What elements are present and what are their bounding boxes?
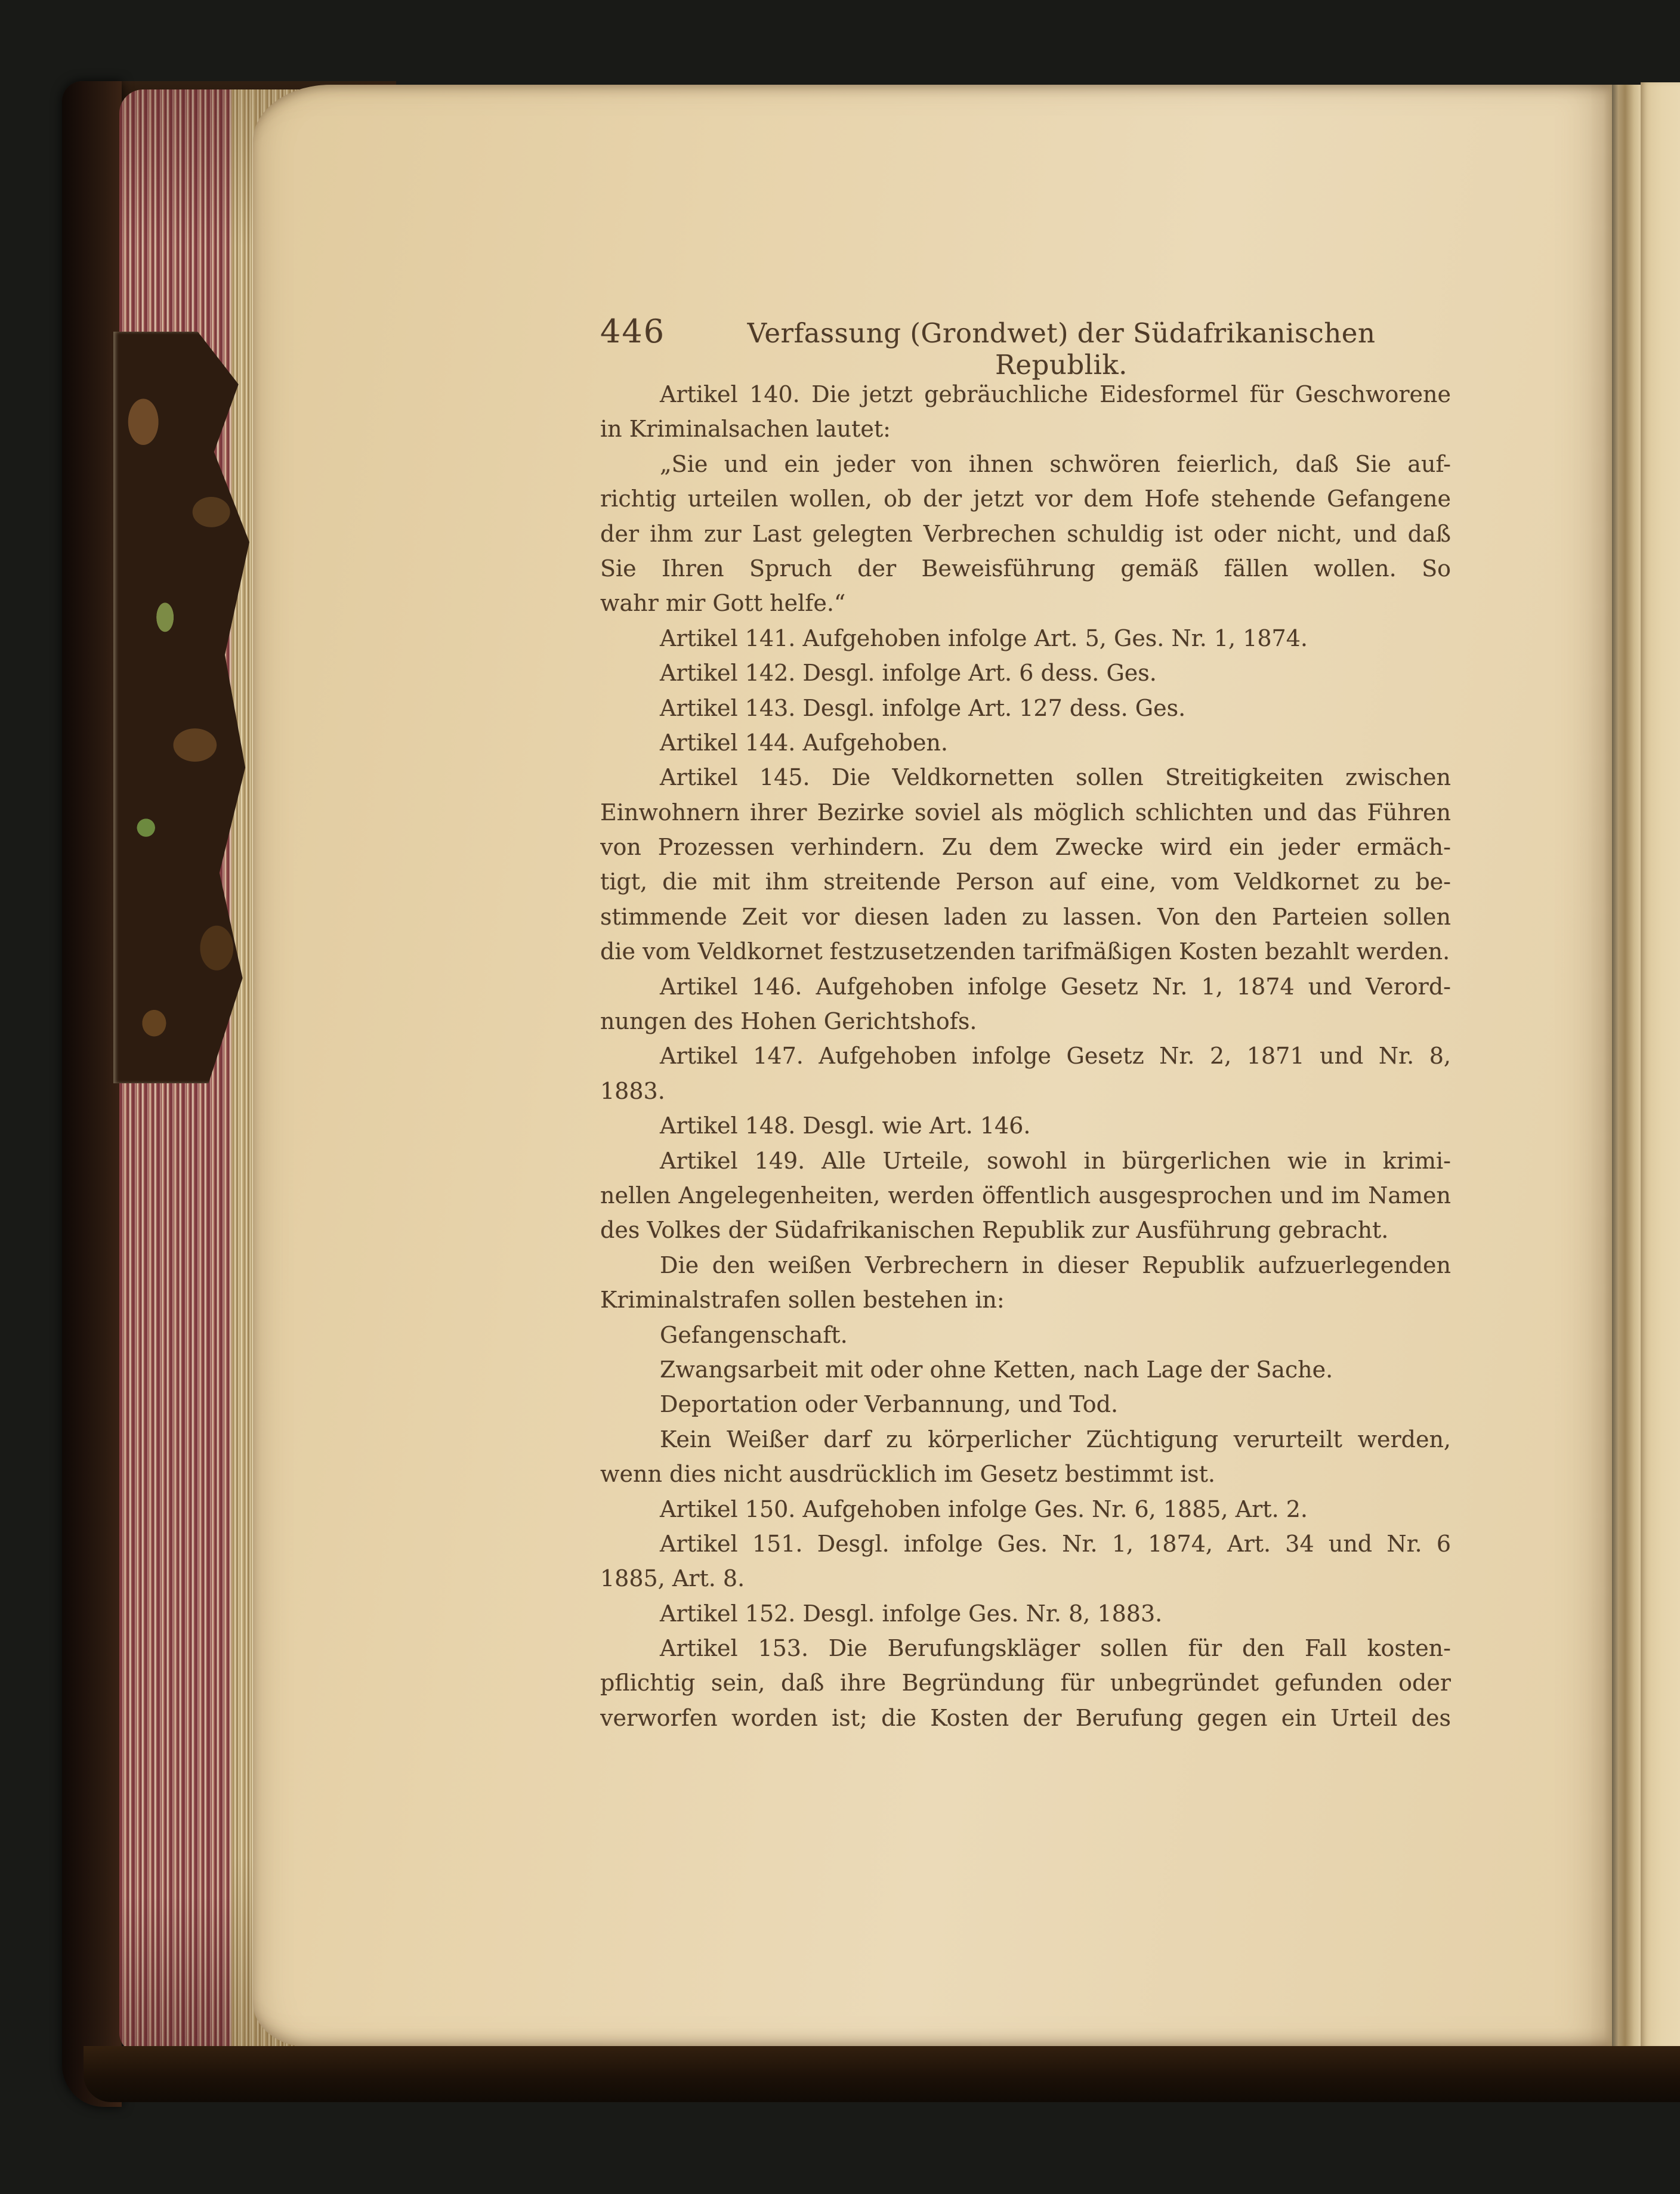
book-cover-spine <box>62 81 122 2107</box>
text-line: pflichtig sein, daß ihre Begründung für unbegründet gefunden oder <box>600 1670 1451 1697</box>
paragraph <box>600 1039 1451 1108</box>
paragraph <box>600 1248 1451 1318</box>
text-line: die vom Veldkornet festzusetzenden tarifmäßigen Kosten bezahlt werden. <box>600 938 1450 965</box>
text-line: 1883. <box>600 1077 665 1104</box>
text-line: Artikel 150. Aufgehoben infolge Ges. Nr. 6, 1885, Art. 2. <box>660 1495 1308 1522</box>
text-line: Artikel 149. Alle Urteile, sowohl in bürgerlichen wie in krimi- <box>660 1147 1451 1174</box>
text-line: Artikel 148. Desgl. wie Art. 146. <box>660 1113 1031 1139</box>
text-line: Die den weißen Verbrechern in dieser Republik aufzuerlegenden <box>660 1251 1451 1278</box>
text-line: Artikel 145. Die Veldkornetten sollen Streitigkeiten zwischen <box>660 764 1451 791</box>
text-line: Artikel 146. Aufgehoben infolge Gesetz Nr. 1, 1874 und Verord- <box>660 973 1451 1000</box>
paragraph <box>600 725 1451 760</box>
paragraph <box>600 1387 1451 1422</box>
paragraph <box>600 1108 1451 1143</box>
text-line: nungen des Hohen Gerichtshofs. <box>600 1008 977 1035</box>
text-line: der ihm zur Last gelegten Verbrechen schuldig ist oder nicht, und daß <box>600 520 1451 547</box>
text-line: verworfen worden ist; die Kosten der Berufung gegen ein Urteil des <box>600 1704 1451 1731</box>
paragraph <box>600 656 1451 690</box>
paragraph <box>600 691 1451 725</box>
paragraph <box>600 447 1451 621</box>
text-line: 1885, Art. 8. <box>600 1565 745 1592</box>
page-header <box>600 313 1451 381</box>
text-line: Artikel 151. Desgl. infolge Ges. Nr. 1, 1874, Art. 34 und Nr. 6 <box>660 1530 1451 1557</box>
text-line: Deportation oder Verbannung, und Tod. <box>660 1391 1119 1418</box>
text-line: Artikel 144. Aufgehoben. <box>660 729 948 756</box>
text-line: wahr mir Gott helfe.“ <box>600 590 846 617</box>
paragraph <box>600 1318 1451 1352</box>
paragraph <box>600 1144 1451 1248</box>
text-line: wenn dies nicht ausdrücklich im Gesetz bestimmt ist. <box>600 1461 1215 1488</box>
text-line: Artikel 143. Desgl. infolge Art. 127 dess. Ges. <box>660 694 1186 721</box>
text-line: des Volkes der Südafrikanischen Republik zur Ausführung gebracht. <box>600 1217 1389 1244</box>
text-line: nellen Angelegenheiten, werden öffentlich ausgesprochen und im Namen <box>600 1182 1451 1209</box>
text-line: Gefangenschaft. <box>660 1321 848 1348</box>
paragraph <box>600 969 1451 1039</box>
text-line: „Sie und ein jeder von ihnen schwören feierlich, daß Sie auf- <box>660 450 1451 477</box>
text-line: von Prozessen verhindern. Zu dem Zwecke wird ein jeder ermäch- <box>600 834 1451 861</box>
text-line: Artikel 147. Aufgehoben infolge Gesetz Nr. 2, 1871 und Nr. 8, <box>660 1043 1451 1070</box>
text-line: tigt, die mit ihm streitende Person auf eine, vom Veldkornet zu be- <box>600 869 1451 895</box>
text-line: Sie Ihren Spruch der Beweisführung gemäß fällen wollen. So <box>600 555 1451 582</box>
paragraph <box>600 1422 1451 1492</box>
text-line: Kriminalstrafen sollen bestehen in: <box>600 1287 1005 1314</box>
text-line: in Kriminalsachen lautet: <box>600 416 891 443</box>
gutter-shadow <box>1604 85 1641 2047</box>
book-cover-bottom-edge <box>84 2046 1680 2102</box>
text-line: Artikel 141. Aufgehoben infolge Art. 5, Ges. Nr. 1, 1874. <box>660 625 1308 651</box>
text-line: Zwangsarbeit mit oder ohne Ketten, nach Lage der Sache. <box>660 1356 1333 1383</box>
text-line: Artikel 153. Die Berufungskläger sollen für den Fall kosten- <box>660 1635 1451 1662</box>
paragraph <box>600 377 1451 447</box>
text-line: stimmende Zeit vor diesen laden zu lassen. Von den Parteien sollen <box>600 903 1451 930</box>
paragraph <box>600 1631 1451 1735</box>
running-title: Verfassung (Grondwet) der Südafrikanischen Republik. <box>747 317 1376 381</box>
text-line: Einwohnern ihrer Bezirke soviel als möglich schlichten und das Führen <box>600 799 1451 826</box>
paragraph <box>600 1352 1451 1387</box>
paragraph <box>600 1492 1451 1526</box>
text-line: Artikel 142. Desgl. infolge Art. 6 dess. Ges. <box>660 660 1157 687</box>
text-line: richtig urteilen wollen, ob der jetzt vor dem Hofe stehende Gefangene <box>600 486 1451 512</box>
paragraph <box>600 1596 1451 1631</box>
page-number: 446 <box>600 313 666 350</box>
paragraph <box>600 1526 1451 1596</box>
paragraph <box>600 621 1451 656</box>
facing-page-sliver <box>1641 82 1680 2048</box>
text-body <box>600 377 1451 1735</box>
text-line: Artikel 140. Die jetzt gebräuchliche Eidesformel für Geschworene <box>660 381 1451 407</box>
paragraph <box>600 760 1451 969</box>
printed-text <box>600 313 1451 1735</box>
text-line: Artikel 152. Desgl. infolge Ges. Nr. 8, 1883. <box>660 1600 1163 1627</box>
text-line: Kein Weißer darf zu körperlicher Züchtigung verurteilt werden, <box>660 1426 1451 1453</box>
